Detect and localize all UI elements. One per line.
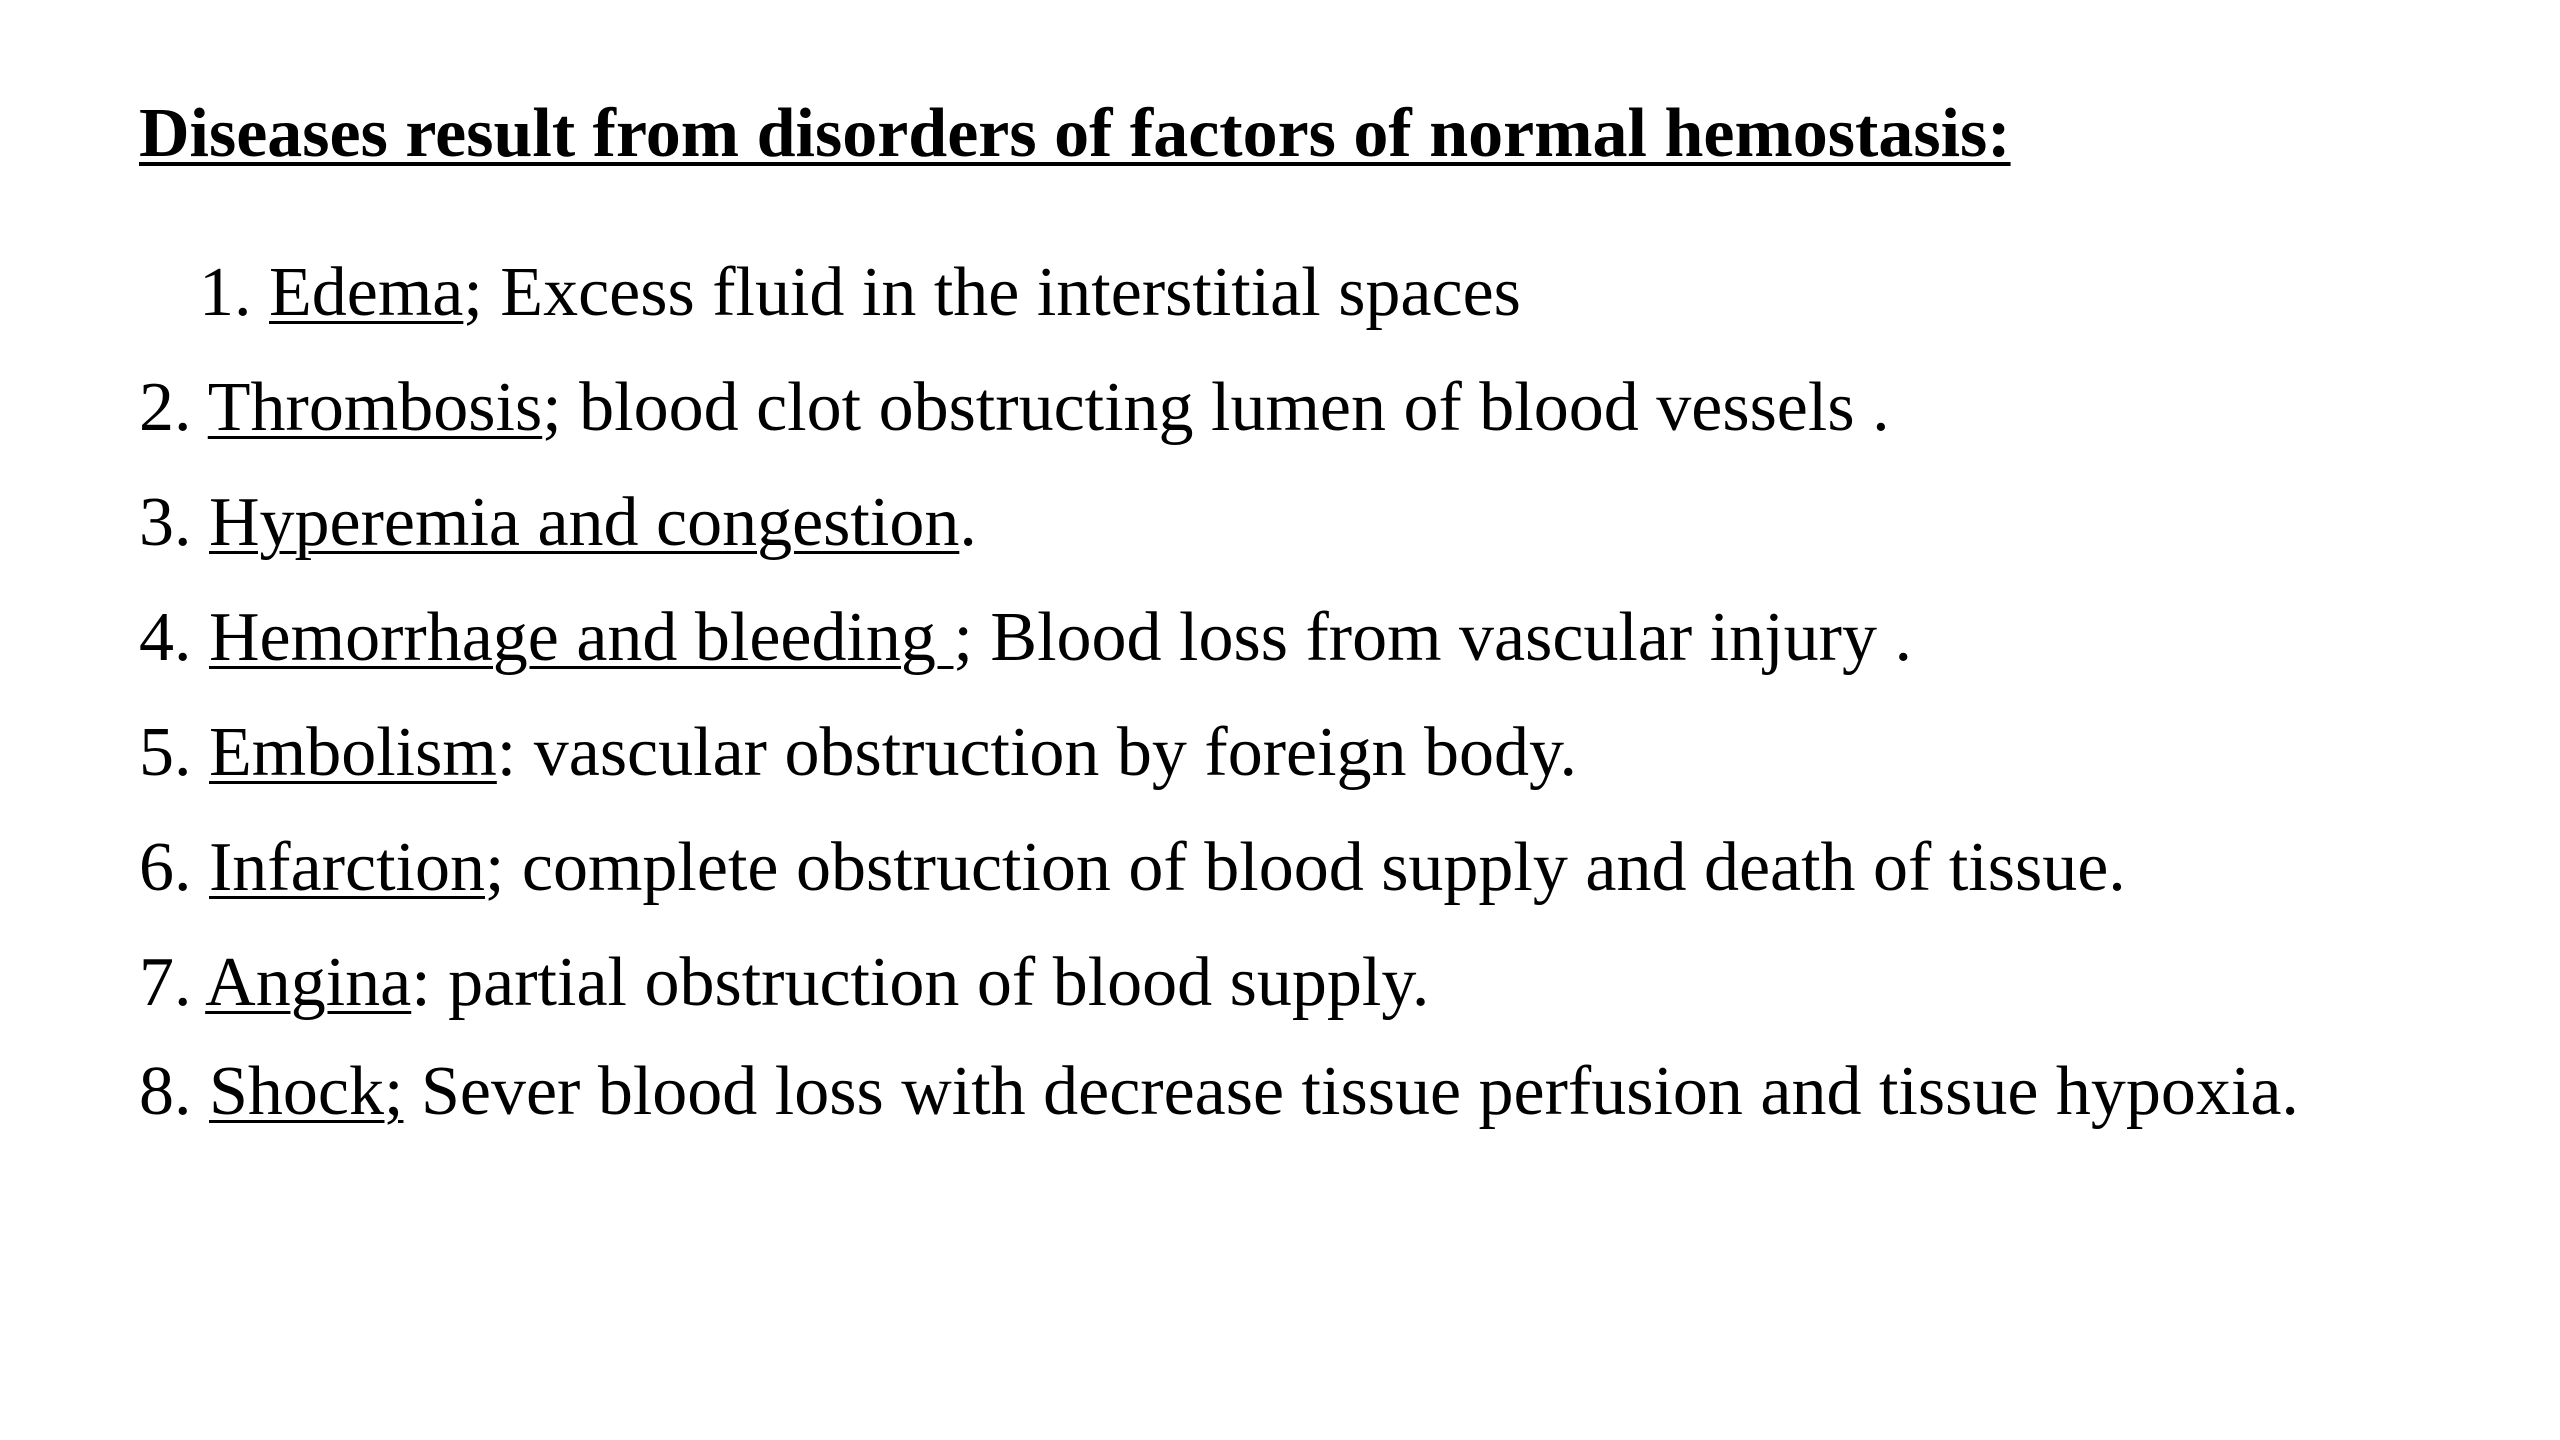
- item-term: Thrombosis: [207, 369, 543, 446]
- item-description: ; Blood loss from vascular injury .: [953, 599, 1912, 676]
- item-term: Infarction: [209, 829, 485, 906]
- item-number: 4.: [139, 599, 209, 676]
- list-item-edema: [139, 235, 2519, 350]
- slide-title: Diseases result from disorders of factors of normal hemostasis:: [139, 95, 2011, 172]
- item-description: ; Excess fluid in the interstitial spaces: [463, 254, 1521, 331]
- list-item-infarction: [139, 810, 2519, 925]
- item-description: .: [959, 484, 977, 561]
- item-description: Sever blood loss with decrease tissue perfusion and tissue hypoxia.: [403, 1053, 2299, 1130]
- list-item-angina: [139, 925, 2519, 1040]
- list-item-hyperemia: [139, 465, 2519, 580]
- item-term: Hemorrhage and bleeding: [209, 599, 954, 676]
- item-term: Angina: [205, 944, 412, 1021]
- item-number: 7.: [139, 944, 206, 1021]
- item-number: 3.: [139, 484, 209, 561]
- list-item-embolism: [139, 695, 2519, 810]
- item-number: 2.: [139, 369, 208, 446]
- list-item-shock: [139, 1040, 2379, 1144]
- item-description: ; complete obstruction of blood supply and death of tissue.: [484, 829, 2126, 906]
- item-description: : partial obstruction of blood supply.: [411, 944, 1430, 1021]
- item-number: 1.: [199, 254, 269, 331]
- item-term: Hyperemia and congestion: [209, 484, 960, 561]
- item-number: 6.: [139, 829, 209, 906]
- item-term: Shock;: [209, 1053, 404, 1130]
- item-description: ; blood clot obstructing lumen of blood vessels .: [542, 369, 1890, 446]
- item-term: Edema: [269, 254, 464, 331]
- disease-list: [139, 235, 2519, 1144]
- item-number: 5.: [139, 714, 209, 791]
- item-description: : vascular obstruction by foreign body.: [496, 714, 1578, 791]
- item-term: Embolism: [209, 714, 497, 791]
- list-item-hemorrhage: [139, 580, 2519, 695]
- list-item-thrombosis: [139, 350, 2519, 465]
- item-number: 8.: [139, 1053, 209, 1130]
